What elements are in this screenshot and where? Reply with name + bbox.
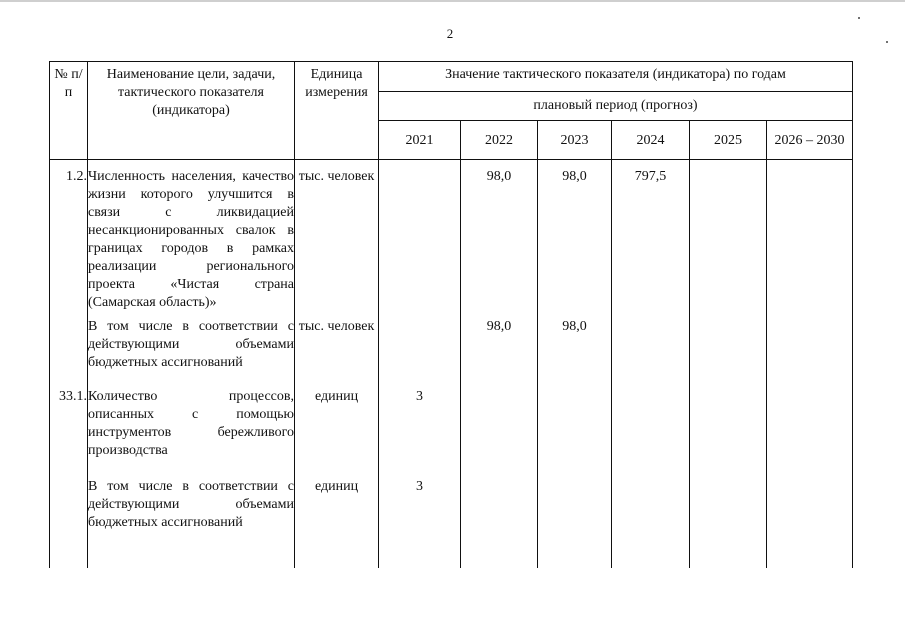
header-year: 2022 [461,121,538,160]
value-2025 [690,478,767,568]
header-unit: Единица измерения [295,62,379,160]
scan-speck [858,17,860,19]
scan-speck [886,41,888,43]
table-row [50,388,853,478]
header-num: № п/п [50,62,88,160]
unit-cell: тыс. человек [295,318,379,388]
scan-top-edge [0,0,905,2]
value-2025 [690,388,767,478]
indicator-name: Численность населения, качество жизни которого улучшится в связи с ликвидацией несанкционированных свалок в границах городов в рамках реализации регионального проекта «Чистая страна (Самарская область)» [88,160,295,319]
page-number: 2 [446,26,454,41]
header-value-group: Значение тактического показателя (индикатора) по годам [379,62,853,92]
value-2021 [379,318,461,388]
value-2023: 98,0 [538,318,612,388]
value-2021 [379,160,461,319]
row-number [50,478,88,568]
value-2023: 98,0 [538,160,612,319]
header-year: 2021 [379,121,461,160]
value-2023 [538,388,612,478]
header-name: Наименование цели, задачи, тактического показателя (индикатора) [88,62,295,160]
value-2025 [690,160,767,319]
indicators-table [49,61,853,568]
value-2022 [461,388,538,478]
value-2023 [538,478,612,568]
value-2024 [612,318,690,388]
unit-cell: тыс. человек [295,160,379,319]
value-2026-2030 [767,388,853,478]
header-year: 2024 [612,121,690,160]
header-planned-period: плановый период (прогноз) [379,92,853,121]
value-2025 [690,318,767,388]
value-2026-2030 [767,318,853,388]
row-number: 33.1. [50,388,88,478]
table-row [50,318,853,388]
value-2024: 797,5 [612,160,690,319]
unit-cell: единиц [295,478,379,568]
indicator-name: Количество процессов, описанных с помощью инструментов бережливого производства [88,388,295,478]
value-2026-2030 [767,160,853,319]
row-number [50,318,88,388]
value-2022: 98,0 [461,160,538,319]
table-row [50,160,853,319]
header-year: 2025 [690,121,767,160]
value-2022 [461,478,538,568]
value-2024 [612,478,690,568]
row-number: 1.2. [50,160,88,319]
value-2021: 3 [379,478,461,568]
indicator-name: В том числе в соответствии с действующими объемами бюджетных ассигнований [88,478,295,568]
header-year: 2026 – 2030 [767,121,853,160]
table-row [50,478,853,568]
value-2024 [612,388,690,478]
value-2021: 3 [379,388,461,478]
header-year: 2023 [538,121,612,160]
value-2026-2030 [767,478,853,568]
unit-cell: единиц [295,388,379,478]
indicator-name: В том числе в соответствии с действующими объемами бюджетных ассигнований [88,318,295,388]
value-2022: 98,0 [461,318,538,388]
